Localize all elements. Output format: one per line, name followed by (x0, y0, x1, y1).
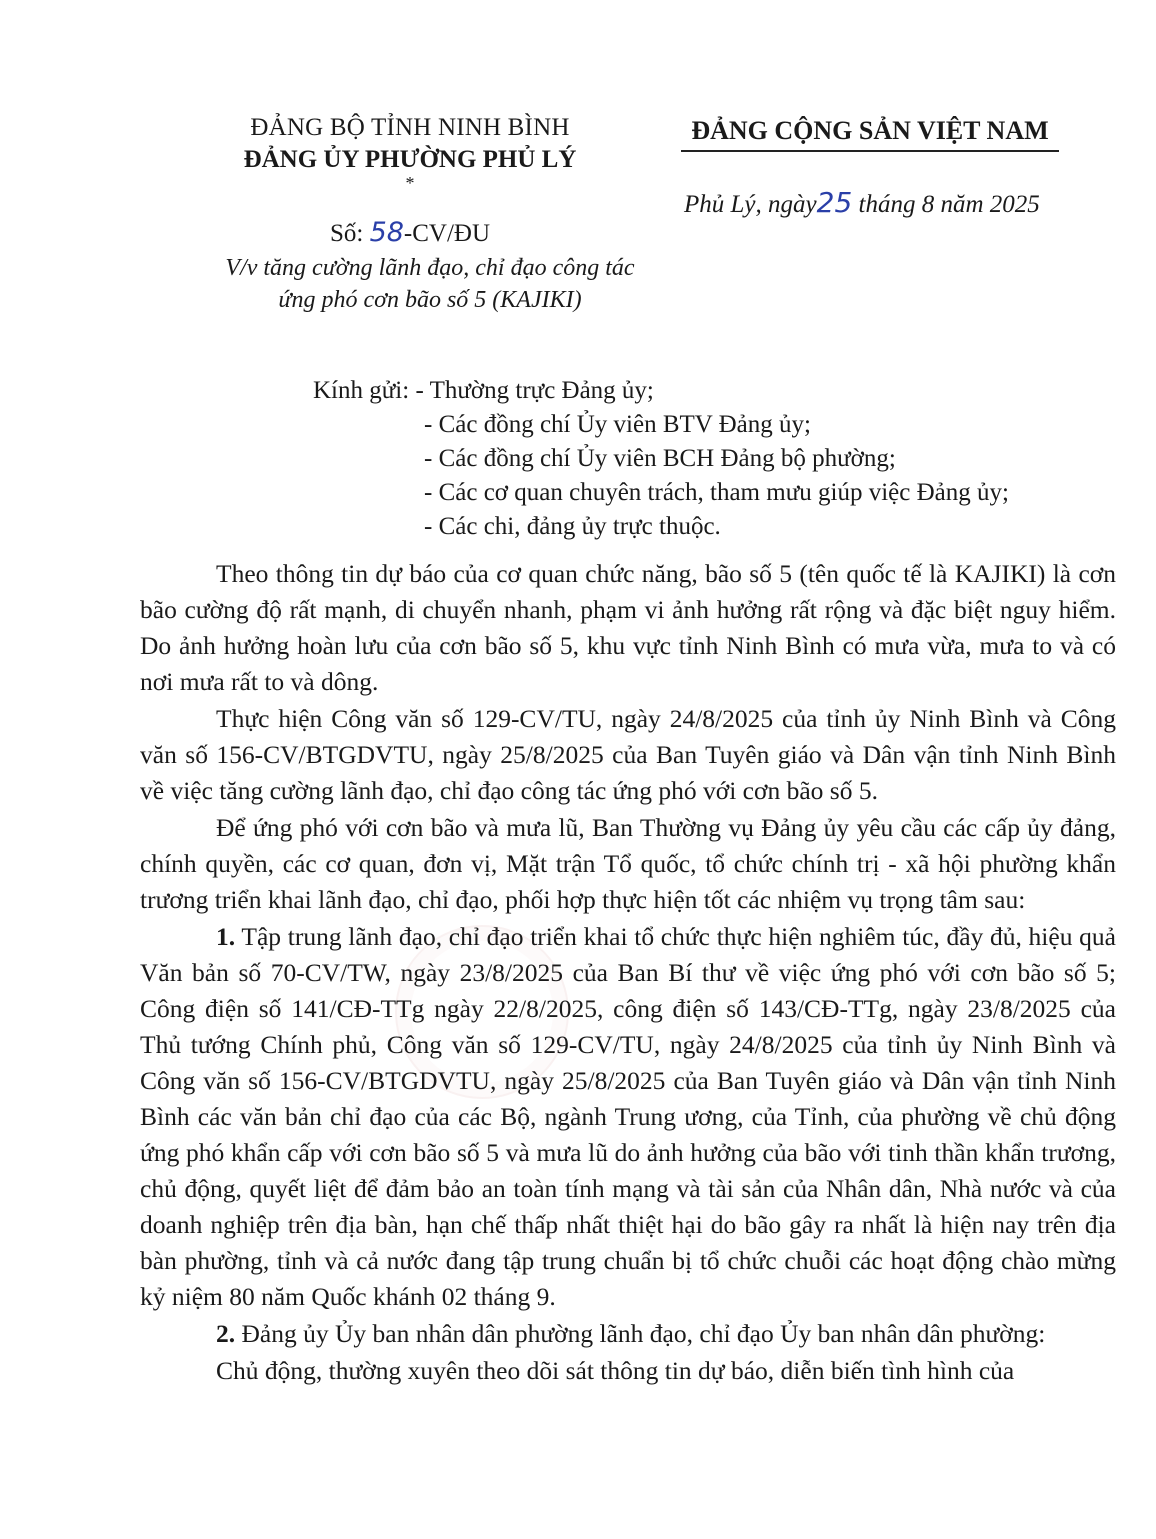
subject-line-2: ứng phó cơn bão số 5 (KAJIKI) (278, 287, 582, 313)
item-text: Đảng ủy Ủy ban nhân dân phường lãnh đạo, chỉ đạo Ủy ban nhân dân phường: (241, 1319, 1046, 1348)
date-suffix: tháng 8 năm 2025 (858, 191, 1040, 218)
document-number (200, 216, 620, 251)
item-text: Tập trung lãnh đạo, chỉ đạo triển khai tổ chức thực hiện nghiêm túc, đầy đủ, hiệu quả Văn bản số 70-CV/TW, ngày 23/8/2025 của Ban Bí thư về việc ứng phó với cơn bão số 5; Công điện số 141/CĐ-TTg ngày 22/8/2025, công điện số 143/CĐ-TTg, ngày 23/8/2025 của Thủ tướng Chính phủ, Công văn số 129-CV/TU, ngày 24/8/2025 của tỉnh ủy Ninh Bình và Công văn số 156-CV/BTGDVTU, ngày 25/8/2025 của Ban Tuyên giáo và Dân vận tỉnh Ninh Bình các văn bản chỉ đạo của các Bộ, ngành Trung ương, của Tỉnh, của phường về chủ động ứng phó khẩn cấp với cơn bão số 5 và mưa lũ do ảnh hưởng của bão với tinh thần khẩn trương, chủ động, quyết liệt để đảm bảo an toàn tính mạng và tài sản của Nhân dân, Nhà nước và của doanh nghiệp trên địa bàn, hạn chế thấp nhất thiệt hại do bão gây ra nhất là hiện nay trên địa bàn phường, tỉnh và cả nước đang tập trung chuẩn bị tổ chức chuỗi các hoạt động chào mừng kỷ niệm 80 năm Quốc khánh 02 tháng 9. (140, 922, 1116, 1311)
issuer-block (200, 112, 620, 192)
body-paragraph: Để ứng phó với cơn bão và mưa lũ, Ban Thường vụ Đảng ủy yêu cầu các cấp ủy đảng, chính quyền, các cơ quan, đơn vị, Mặt trận Tổ quốc, tổ chức chính trị - xã hội phường khẩn trương triển khai lãnh đạo, chỉ đạo, phối hợp thực hiện tốt các nhiệm vụ trọng tâm sau: (140, 813, 1116, 914)
body-paragraph: Chủ động, thường xuyên theo dõi sát thông tin dự báo, diễn biến tình hình của (216, 1356, 1015, 1385)
body-paragraph: Theo thông tin dự báo của cơ quan chức năng, bão số 5 (tên quốc tế là KAJIKI) là cơn bão cường độ rất mạnh, di chuyển nhanh, phạm vi ảnh hưởng rất rộng và đặc biệt nguy hiểm. Do ảnh hưởng hoàn lưu của cơn bão số 5, khu vực tỉnh Ninh Bình có mưa vừa, mưa to và có nơi mưa rất to và dông. (140, 559, 1116, 696)
date-prefix: Phủ Lý, ngày (684, 191, 817, 218)
org-line-2: ĐẢNG ỦY PHƯỜNG PHỦ LÝ (243, 146, 577, 173)
doc-number-suffix: -CV/ĐU (403, 220, 491, 247)
recipient-item: - Các cơ quan chuyên trách, tham mưu giúp việc Đảng ủy; (424, 479, 1009, 506)
party-block (660, 114, 1080, 152)
recipient-item: - Các đồng chí Ủy viên BCH Đảng bộ phường; (424, 445, 896, 472)
doc-number-handwritten: 58 (369, 217, 404, 248)
numbered-item-1 (140, 919, 1116, 1315)
item-number: 1. (216, 922, 236, 951)
recipient-item: - Các đồng chí Ủy viên BTV Đảng ủy; (424, 411, 811, 438)
recipients-block (313, 374, 1009, 544)
separator-star: * (405, 173, 415, 193)
document-body (140, 556, 1116, 1390)
body-paragraph: Thực hiện Công văn số 129-CV/TU, ngày 24/8/2025 của tỉnh ủy Ninh Bình và Công văn số 156-CV/BTGDVTU, ngày 25/8/2025 của Ban Tuyên giáo và Dân vận tỉnh Ninh Bình về việc tăng cường lãnh đạo, chỉ đạo công tác ứng phó với cơn bão số 5. (140, 704, 1116, 805)
date-day-handwritten: 25 (816, 186, 853, 219)
subject-line-1: V/v tăng cường lãnh đạo, chỉ đạo công tác (225, 255, 635, 281)
party-underline (681, 150, 1059, 152)
party-name: ĐẢNG CỘNG SẢN VIỆT NAM (691, 116, 1049, 145)
subject-block (200, 252, 660, 316)
recipient-item: - Các chi, đảng ủy trực thuộc. (424, 513, 721, 540)
numbered-item-2 (140, 1316, 1116, 1352)
org-line-1: ĐẢNG BỘ TỈNH NINH BÌNH (250, 114, 570, 141)
recipient-item: - Thường trực Đảng ủy; (415, 377, 654, 404)
item-number: 2. (216, 1319, 236, 1348)
issue-date (684, 186, 1040, 222)
doc-number-prefix: Số: (329, 220, 364, 247)
recipients-label: Kính gửi: (313, 377, 410, 404)
